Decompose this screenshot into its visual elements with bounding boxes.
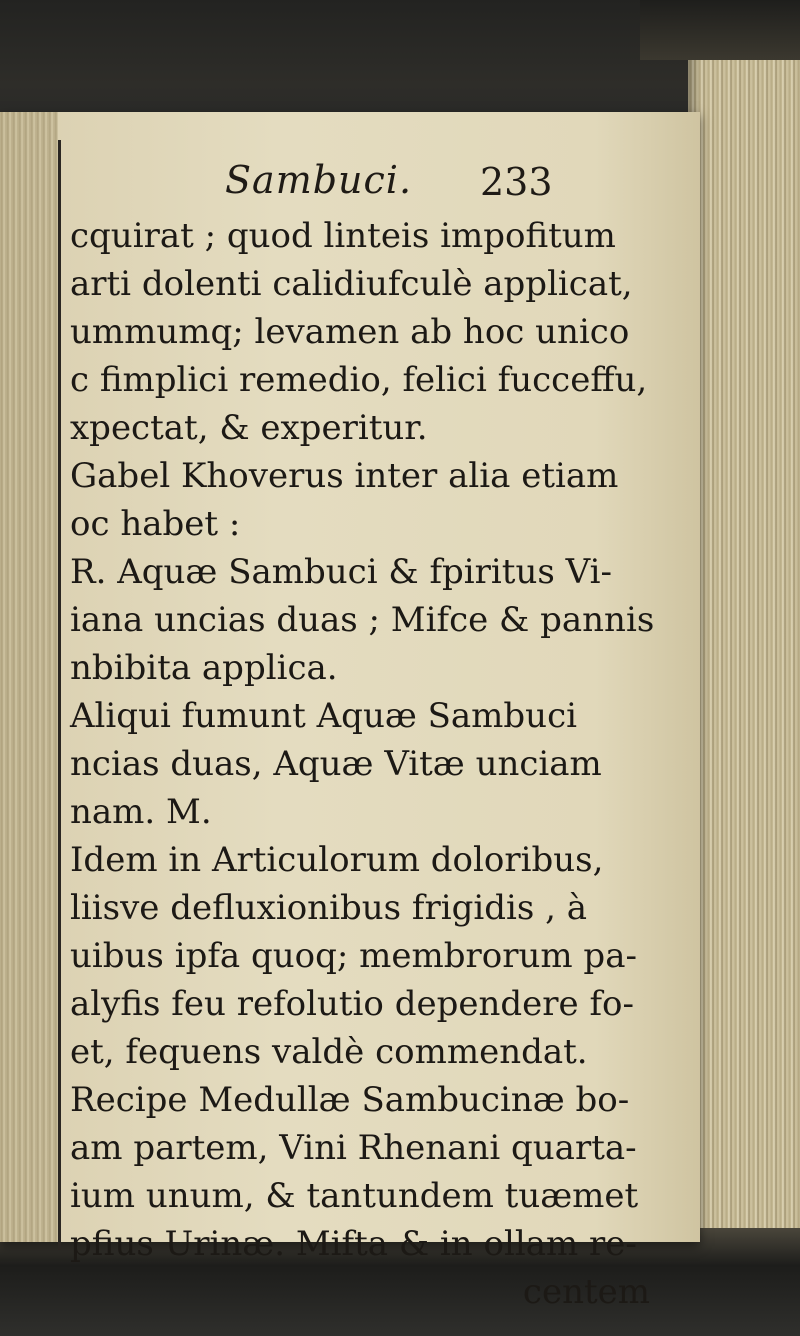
text-line: Aliqui fumunt Aquæ Sambuci — [70, 696, 577, 736]
page-number: 233 — [480, 160, 553, 204]
text-line: ummumq; levamen ab hoc unico — [70, 312, 630, 352]
text-line: Idem in Articulorum doloribus, — [70, 840, 604, 880]
body-text — [70, 212, 670, 1316]
text-line: nbibita applica. — [70, 648, 338, 688]
text-line: pfius Urinæ. Mifta & in ollam re- — [70, 1224, 637, 1264]
text-line: Recipe Medullæ Sambucinæ bo- — [70, 1080, 630, 1120]
page-edges-right — [688, 40, 800, 1250]
page-header — [225, 158, 675, 208]
text-line: nam. M. — [70, 792, 212, 832]
text-line: ncias duas, Aquæ Vitæ unciam — [70, 744, 602, 784]
text-line: cquirat ; quod linteis impofitum — [70, 216, 616, 256]
catchword: centem — [522, 1272, 650, 1312]
text-line: uibus ipfa quoq; membrorum pa- — [70, 936, 637, 976]
text-line: et, fequens valdè commendat. — [70, 1032, 588, 1072]
text-line: R. Aquæ Sambuci & fpiritus Vi- — [70, 552, 612, 592]
text-line: oc habet : — [70, 504, 241, 544]
text-line: iana uncias duas ; Mifce & pannis — [70, 600, 655, 640]
text-line: arti dolenti calidiufculè applicat, — [70, 264, 633, 304]
running-title: Sambuci. — [225, 158, 413, 202]
text-line: xpectat, & experitur. — [70, 408, 428, 448]
text-line: am partem, Vini Rhenani quarta- — [70, 1128, 637, 1168]
text-line: liisve defluxionibus frigidis , à — [70, 888, 588, 928]
binding-gutter — [0, 112, 58, 1242]
page-edges-top — [640, 0, 800, 60]
text-line: alyfis feu refolutio dependere fo- — [70, 984, 634, 1024]
text-line: ium unum, & tantundem tuæmet — [70, 1176, 639, 1216]
text-line: c fimplici remedio, felici fucceffu, — [70, 360, 648, 400]
margin-rule — [58, 140, 61, 1250]
text-line: Gabel Khoverus inter alia etiam — [70, 456, 619, 496]
